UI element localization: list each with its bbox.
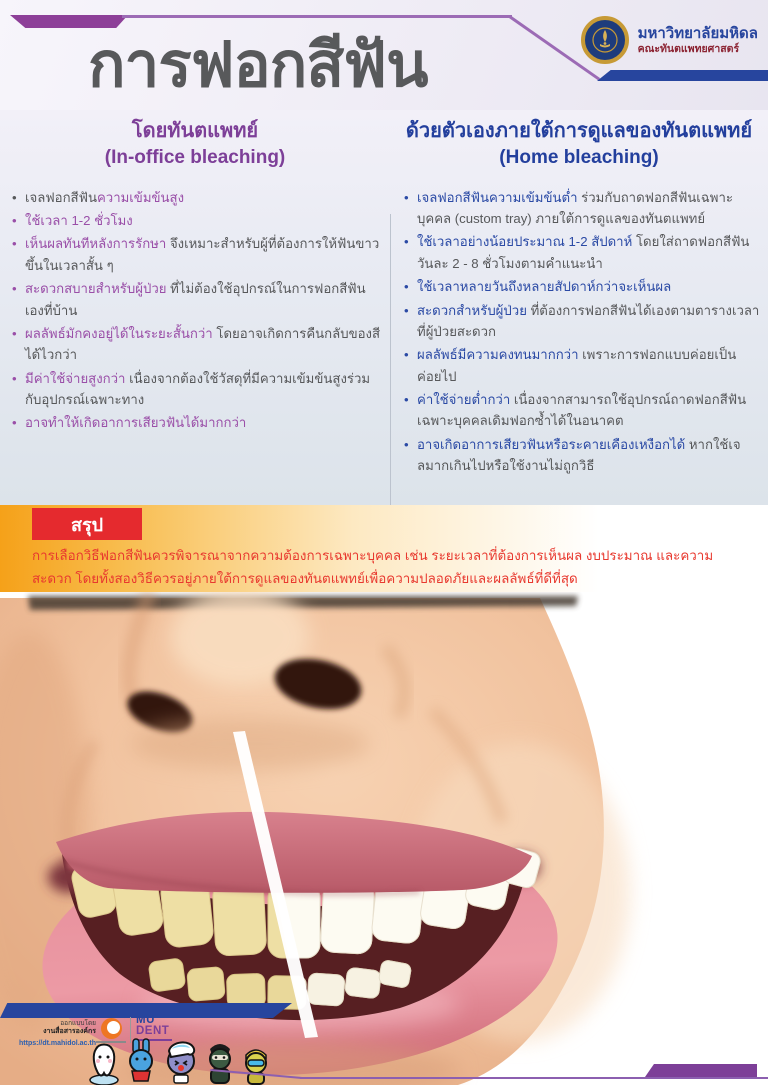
blue-accent-bar [597, 70, 768, 81]
in-office-column [0, 110, 390, 505]
ninja-mascot-mini [204, 1039, 236, 1085]
bullet-item: • ใช้เวลาอย่างน้อยประมาณ 1-2 สัปดาห์ โดยใส่ถาดฟอกสีฟันวันละ 2 - 8 ชั่วโมงตามคำแนะนำ [404, 234, 750, 271]
university-name-block [638, 25, 758, 54]
bullet-item: • เห็นผลทันทีหลังการรักษา จึงเหมาะสำหรับผู้ที่ต้องการให้ฟันขาวขึ้นในเวลาสั้น ๆ [12, 236, 380, 273]
bullet-item: • ผลลัพธ์มักคงอยู่ได้ในระยะสั้นกว่า โดยอาจเกิดการคืนกลับของสีได้ไวกว่า [12, 325, 381, 363]
summary-badge: สรุป [32, 508, 142, 540]
rabbit-mascot-mini [124, 1037, 158, 1085]
bullet-item: • เจลฟอกสีฟันความเข้มข้นต่ำ ร่วมกับถาดฟอกสีฟันเฉพาะบุคคล (custom tray) ภายใต้การดูแลของทันตแพทย์ [404, 189, 733, 227]
page-title: การฟอกสีฟัน [88, 31, 428, 100]
bullets-left [0, 187, 390, 434]
in-office-heading-thai: โดยทันตแพทย์ [131, 120, 259, 142]
mudent-logo-dent: DENT [136, 1024, 170, 1037]
bullet-item: • สะดวกสบายสำหรับผู้ป่วย ที่ไม่ต้องใช้อุปกรณ์ในการฟอกสีฟันเองที่บ้าน [12, 281, 366, 318]
university-name: มหาวิทยาลัยมหิดล [637, 25, 758, 43]
home-heading [392, 118, 766, 171]
faculty-name: คณะทันตแพทยศาสตร์ [637, 42, 740, 55]
mahidol-emblem-icon [581, 16, 629, 64]
bullet-item: • อาจเกิดอาการเสียวฟันหรือระคายเคืองเหงือกได้ หากใช้เจลมากเกินไปหรือใช้งานไม่ถูกวิธี [404, 436, 741, 474]
mudent-logo-mu: MU [136, 1014, 155, 1026]
robot-mascot-mini [240, 1043, 272, 1085]
bullet-item: • ผลลัพธ์มีความคงทนมากกว่า เพราะการฟอกแบบค่อยเป็นค่อยไป [404, 347, 737, 384]
footer [0, 1000, 768, 1085]
website-link[interactable]: https://dt.mahidol.ac.th [19, 1039, 96, 1047]
tooth-mascot-mini [88, 1041, 120, 1085]
toothpaste-mascot-mini [162, 1035, 200, 1085]
mini-mascot-row [88, 1035, 272, 1085]
bullet-item: • มีค่าใช้จ่ายสูงกว่า เนื่องจากต้องใช้วัสดุที่มีความเข้มข้นสูงร่วมกับอุปกรณ์เฉพาะทาง [12, 370, 371, 408]
home-bleaching-column [392, 110, 766, 505]
university-logo-group [581, 16, 758, 64]
credit-role: ออกแบบโดย [60, 1020, 96, 1027]
bullet-item: • ค่าใช้จ่ายต่ำกว่า เนื่องจากสามารถใช้อุปกรณ์ถาดฟอกสีฟันเฉพาะบุคคลเดิมฟอกซ้ำได้ในอนาคต [404, 392, 747, 429]
summary-text: การเลือกวิธีฟอกสีฟันควรพิจารณาจากความต้องการเฉพาะบุคคล เช่น ระยะเวลาที่ต้องการเห็นผล งบประมาณ และความสะดวก โดยทั้งสองวิธีควรอยู่ภายใต้การดูแลของทันตแพทย์เพื่อความปลอดภัยและผลลัพธ์ที่ดีที่สุด [32, 548, 714, 586]
summary-section [0, 505, 768, 595]
column-divider [390, 214, 391, 505]
bullet-item: • อาจทำให้เกิดอาการเสียวฟันได้มากกว่า [12, 415, 247, 431]
home-heading-english: (Home bleaching) [499, 147, 659, 168]
footer-purple-line [300, 1077, 768, 1079]
in-office-heading-english: (In-office bleaching) [104, 147, 286, 168]
credit-department: งานสื่อสารองค์กร [43, 1028, 96, 1036]
bullet-item: • สะดวกสำหรับผู้ป่วย ที่ต้องการฟอกสีฟันได้เองตามตารางเวลาที่ผู้ป่วยสะดวก [404, 302, 760, 339]
in-office-heading [0, 118, 390, 171]
credits-block [14, 1020, 96, 1049]
bullet-item: • ใช้เวลา 1-2 ชั่วโมง [12, 213, 133, 229]
bullet-item: • ใช้เวลาหลายวันถึงหลายสัปดาห์กว่าจะเห็นผล [404, 279, 672, 295]
bullets-right [392, 187, 766, 477]
home-heading-thai: ด้วยตัวเองภายใต้การดูแลของทันตแพทย์ [405, 120, 753, 142]
footer-purple-bar [645, 1064, 757, 1077]
emblem-crest-icon [590, 25, 620, 55]
comparison-section [0, 110, 768, 505]
bullet-item: • เจลฟอกสีฟันความเข้มข้นสูง [12, 189, 185, 205]
header [0, 0, 768, 110]
